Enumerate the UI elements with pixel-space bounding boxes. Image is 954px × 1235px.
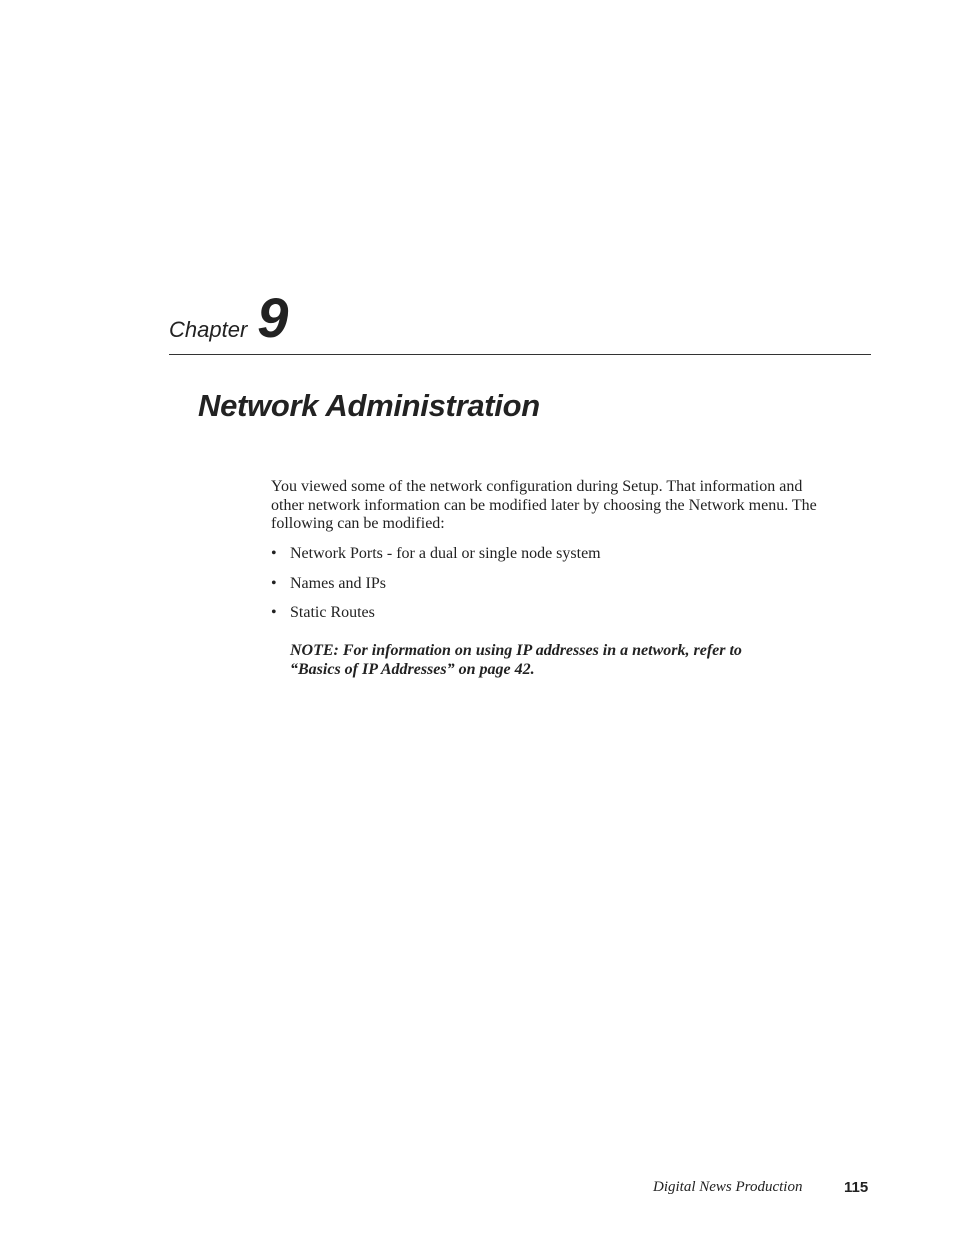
list-item bbox=[271, 545, 601, 575]
chapter-number: 9 bbox=[257, 286, 289, 349]
chapter-title: Network Administration bbox=[198, 388, 540, 423]
note bbox=[290, 641, 830, 679]
list-item-label: Network Ports - for a dual or single node system bbox=[290, 545, 601, 562]
list-item bbox=[271, 604, 601, 634]
note-line-1: NOTE: For information on using IP addresses in a network, refer to bbox=[290, 642, 742, 659]
chapter-divider bbox=[169, 354, 871, 355]
bullet-icon: • bbox=[271, 604, 277, 621]
list-item-label: Names and IPs bbox=[290, 574, 386, 592]
list-item bbox=[271, 575, 601, 605]
chapter-heading bbox=[169, 286, 289, 350]
footer-title: Digital News Production bbox=[653, 1179, 803, 1195]
chapter-label: Chapter bbox=[169, 317, 248, 342]
modifiable-items-list bbox=[271, 545, 601, 634]
note-line-2: “Basics of IP Addresses” on page 42. bbox=[290, 661, 535, 678]
list-item-label: Static Routes bbox=[290, 604, 375, 621]
bullet-icon: • bbox=[271, 574, 277, 592]
page-number: 115 bbox=[844, 1179, 869, 1196]
intro-paragraph: You viewed some of the network configuration during Setup. That information and other network information can be modified later by choosing the Network menu. The following can be modified: bbox=[271, 478, 817, 532]
bullet-icon: • bbox=[271, 545, 277, 562]
